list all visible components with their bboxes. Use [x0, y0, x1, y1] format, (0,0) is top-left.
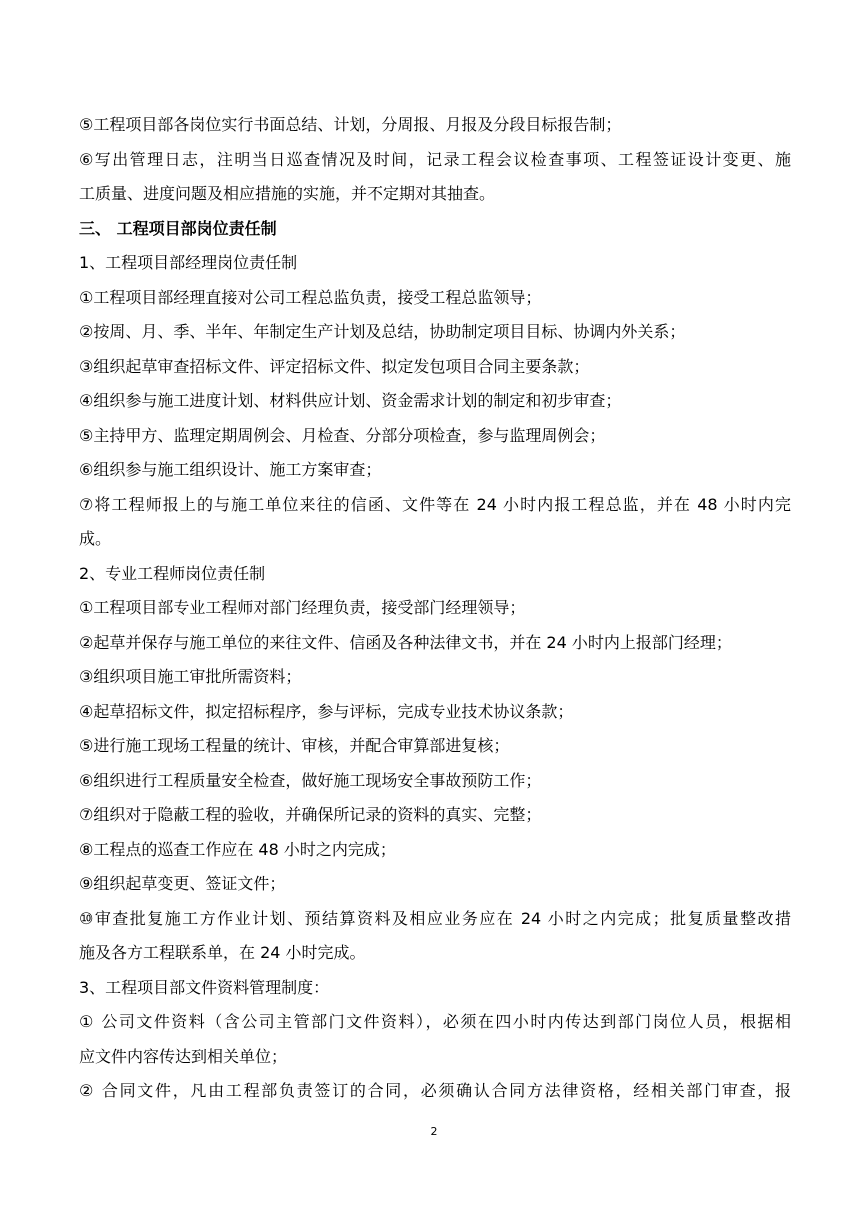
text-line: ②起草并保存与施工单位的来往文件、信函及各种法律文书，并在 24 小时内上报部门经理；: [79, 632, 732, 652]
subsection-heading: 1、工程项目部经理岗位责任制: [79, 253, 298, 272]
text-line: 工质量、进度问题及相应措施的实施，并不定期对其抽查。: [79, 184, 496, 203]
text-line: ⑥组织参与施工组织设计、施工方案审查；: [79, 460, 382, 479]
text-line: ②按周、月、季、半年、年制定生产计划及总结，协助制定项目目标、协调内外关系；: [79, 322, 686, 341]
text-line: 施及各方工程联系单，在 24 小时完成。: [79, 943, 366, 962]
text-line: ①工程项目部经理直接对公司工程总监负责，接受工程总监领导；: [79, 287, 542, 307]
text-line: ① 公司文件资料（含公司主管部门文件资料），必须在四小时内传达到部门岗位人员，根据相: [79, 1012, 791, 1031]
text-line: 应文件内容传达到相关单位；: [79, 1046, 288, 1066]
text-line: ①工程项目部专业工程师对部门经理负责，接受部门经理领导；: [79, 598, 526, 617]
text-line: ⑤工程项目部各岗位实行书面总结、计划，分周报、月报及分段目标报告制；: [79, 115, 622, 134]
text-line: ⑤进行施工现场工程量的统计、审核，并配合审算部进复核；: [79, 736, 510, 755]
text-line: ③组织项目施工审批所需资料；: [79, 667, 302, 686]
text-line: 成。: [79, 529, 112, 548]
text-line: ⑩审查批复施工方作业计划、预结算资料及相应业务应在 24 小时之内完成；批复质量整改措: [79, 908, 791, 928]
text-line: ④起草招标文件，拟定招标程序，参与评标，完成专业技术协议条款；: [79, 701, 574, 721]
text-line: ② 合同文件，凡由工程部负责签订的合同，必须确认合同方法律资格，经相关部门审查，报: [79, 1081, 791, 1100]
text-line: ⑧工程点的巡查工作应在 48 小时之内完成；: [79, 839, 396, 859]
text-line: ③组织起草审查招标文件、评定招标文件、拟定发包项目合同主要条款；: [79, 356, 590, 376]
text-line: ⑦将工程师报上的与施工单位来往的信函、文件等在 24 小时内报工程总监，并在 48 小时内完: [79, 494, 791, 514]
page-number: 2: [430, 1125, 438, 1138]
text-line: ④组织参与施工进度计划、材料供应计划、资金需求计划的制定和初步审查；: [79, 391, 622, 410]
text-line: ⑤主持甲方、监理定期周例会、月检查、分部分项检查，参与监理周例会；: [79, 425, 606, 445]
section-heading: 三、 工程项目部岗位责任制: [79, 218, 277, 238]
subsection-heading: 2、专业工程师岗位责任制: [79, 563, 266, 583]
subsection-heading: 3、工程项目部文件资料管理制度：: [79, 977, 330, 997]
text-line: ⑥组织进行工程质量安全检查，做好施工现场安全事故预防工作；: [79, 770, 542, 790]
text-line: ⑨组织起草变更、签证文件；: [79, 874, 286, 893]
text-line: ⑥写出管理日志，注明当日巡查情况及时间，记录工程会议检查事项、工程签证设计变更、施: [79, 149, 791, 169]
document-body: [79, 108, 791, 1109]
text-line: ⑦组织对于隐蔽工程的验收，并确保所记录的资料的真实、完整；: [79, 805, 542, 824]
